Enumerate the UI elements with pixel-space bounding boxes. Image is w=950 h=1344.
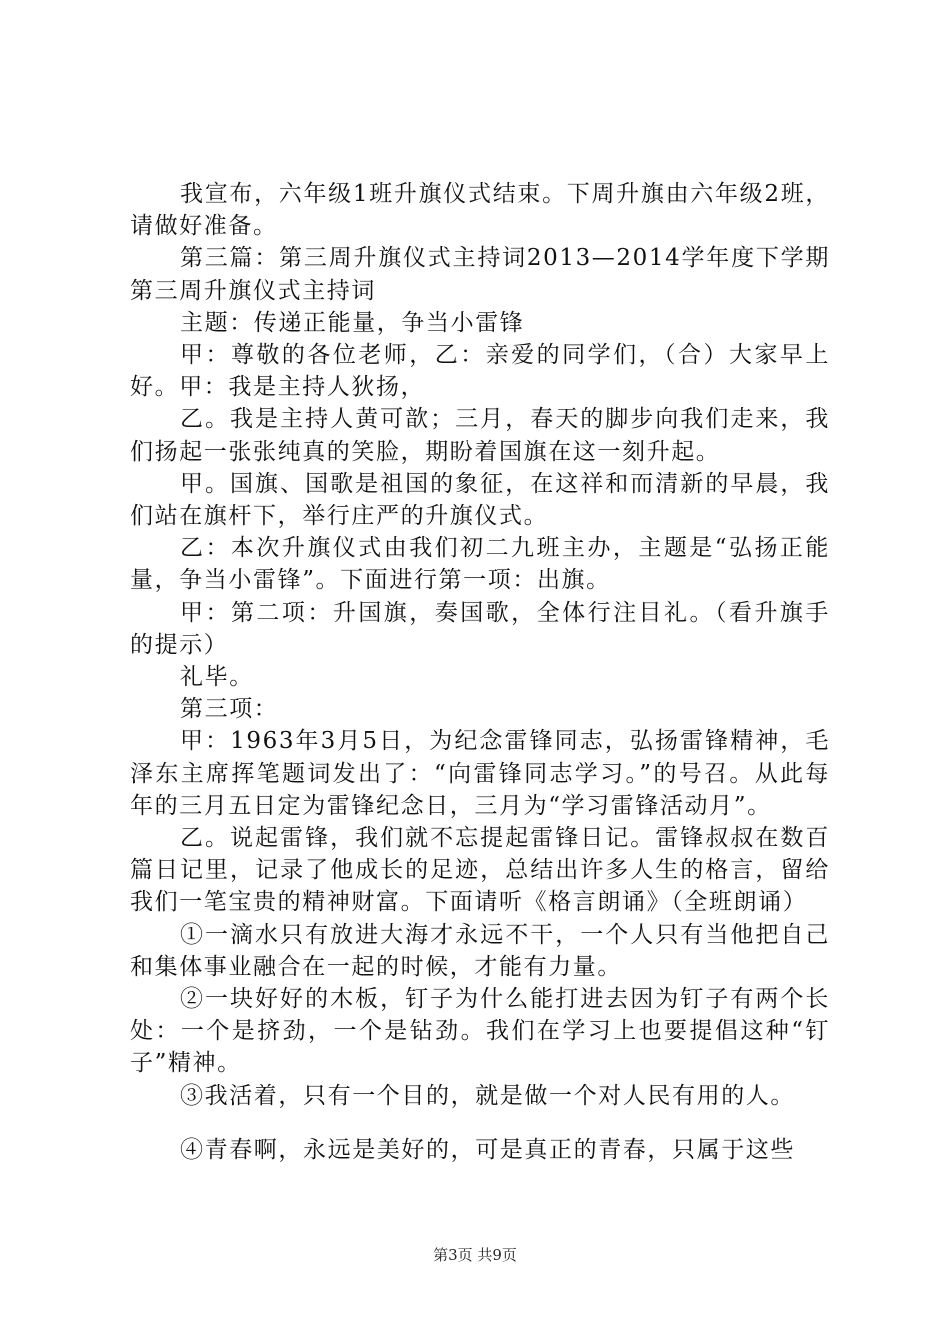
list-item: ④青春啊，永远是美好的，可是真正的青春，只属于这些 <box>180 1136 795 1163</box>
paragraph: 我宣布，六年级1班升旗仪式结束。下周升旗由六年级2班，请做好准备。 <box>130 181 830 240</box>
paragraph: 甲。国旗、国歌是祖国的象征，在这祥和而清新的早晨，我们站在旗杆下，举行庄严的升旗仪式。 <box>130 470 830 530</box>
paragraph: 甲：尊敬的各位老师，乙：亲爱的同学们，（合）大家早上好。甲：我是主持人狄扬， <box>130 342 830 401</box>
paragraph: 甲：第二项：升国旗，奏国歌，全体行注目礼。（看升旗手的提示） <box>130 599 830 658</box>
paragraph: 第三项： <box>180 696 279 723</box>
paragraph: 礼毕。 <box>180 664 254 691</box>
paragraph: 乙：本次升旗仪式由我们初二九班主办，主题是“弘扬正能量，争当小雷锋”。下面进行第一项：出旗。 <box>130 535 830 594</box>
paragraph: 乙。我是主持人黄可歆；三月，春天的脚步向我们走来，我们扬起一张张纯真的笑脸，期盼着国旗在这一刻升起。 <box>130 406 830 465</box>
paragraph: 甲：1963年3月5日，为纪念雷锋同志，弘扬雷锋精神，毛泽东主席挥笔题词发出了：“向雷锋同志学习。”的号召。从此每年的三月五日定为雷锋纪念日，三月为“学习雷锋活动月”。 <box>130 728 830 819</box>
document-body <box>130 178 830 1166</box>
paragraph: 主题：传递正能量，争当小雷锋 <box>180 309 525 336</box>
list-item: ③我活着，只有一个目的，就是做一个对人民有用的人。 <box>180 1082 795 1109</box>
paragraph: 第三篇：第三周升旗仪式主持词2013—2014学年度下学期第三周升旗仪式主持词 <box>130 245 830 304</box>
page-number: 第3页 共9页 <box>433 1246 517 1264</box>
list-item: ①一滴水只有放进大海才永远不干，一个人只有当他把自己和集体事业融合在一起的时候，才能有力量。 <box>130 921 830 980</box>
list-item: ②一块好好的木板，钉子为什么能打进去因为钉子有两个长处：一个是挤劲，一个是钻劲。我们在学习上也要提倡这种“钉子”精神。 <box>130 986 830 1077</box>
paragraph: 乙。说起雷锋，我们就不忘提起雷锋日记。雷锋叔叔在数百篇日记里，记录了他成长的足迹，总结出许多人生的格言，留给我们一笔宝贵的精神财富。下面请听《格言朗诵》（全班朗诵） <box>130 825 830 916</box>
